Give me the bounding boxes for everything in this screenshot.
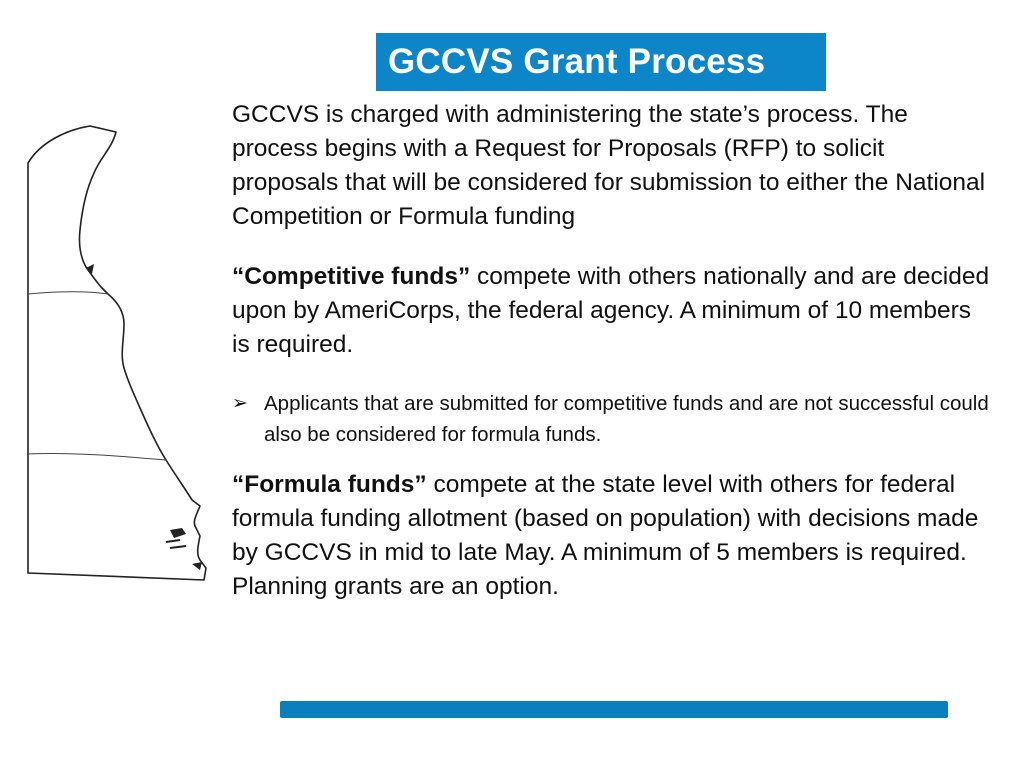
- competitive-paragraph: [232, 260, 992, 362]
- bullet-item: [232, 388, 992, 450]
- formula-term: “Formula funds”: [232, 471, 427, 498]
- delaware-map-icon: [20, 118, 220, 588]
- intro-paragraph: GCCVS is charged with administering the state’s process. The process begins with a Request for Proposals (RFP) to solicit proposals that will be considered for submission to either the National Competition or Formula funding: [232, 101, 986, 230]
- footer-accent-bar: [280, 701, 948, 718]
- formula-text: compete at the state level with others for federal formula funding allotment (based on population) with decisions made by GCCVS in mid to late May. A minimum of 5 members is required. Planning grants are an option.: [232, 471, 979, 600]
- title-banner: [376, 33, 826, 91]
- formula-paragraph: [232, 468, 992, 604]
- content-area: [232, 98, 992, 604]
- bullet-text: Applicants that are submitted for competitive funds and are not successful could also be considered for formula funds.: [264, 392, 989, 446]
- state-outline: [28, 126, 206, 580]
- competitive-term: “Competitive funds”: [232, 263, 471, 290]
- arrow-bullet-icon: ➢: [232, 393, 248, 414]
- slide-title: GCCVS Grant Process: [388, 42, 766, 81]
- competitive-text: compete with others nationally and are decided upon by AmeriCorps, the federal agency. A minimum of 10 members is required.: [232, 263, 990, 358]
